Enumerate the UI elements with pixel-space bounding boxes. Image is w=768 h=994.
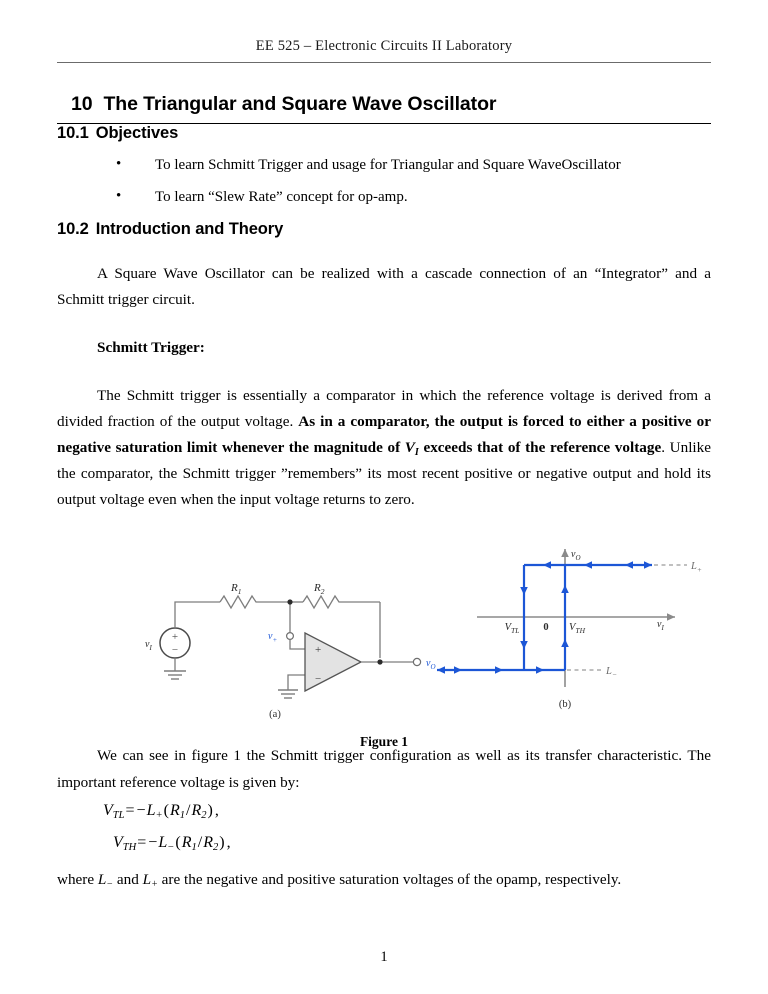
equation-block	[57, 802, 711, 854]
eq1-lhs: V	[103, 801, 113, 819]
label-resistor-r1: $R_1$	[231, 582, 242, 597]
terminal-vplus	[287, 633, 294, 640]
eq1-r2: R	[191, 801, 202, 819]
section-number-introduction: 10.2	[57, 219, 89, 238]
eq1-slash: /	[186, 801, 191, 819]
objective-text: To learn “Slew Rate” concept for op-amp.	[155, 188, 408, 205]
label-resistor-r2: $R_2$	[314, 582, 325, 597]
x-axis-arrowhead	[667, 614, 675, 622]
label-l-plus: $L_+$	[691, 561, 702, 575]
resistor-r2-symbol	[303, 596, 380, 608]
eq2-slash: /	[197, 834, 203, 852]
header-divider	[57, 62, 711, 63]
label-origin: 0	[543, 622, 549, 634]
paragraph-intro	[57, 261, 711, 313]
list-item	[116, 156, 711, 175]
eq2-r1: R	[181, 834, 192, 852]
variable-l-plus: L	[142, 870, 152, 888]
section-heading-objectives	[57, 124, 711, 143]
label-x-axis-vi: $v_I$	[657, 619, 664, 633]
wire-source-to-r1	[175, 602, 220, 627]
figure-caption: Figure 1	[359, 734, 409, 750]
chapter-title	[57, 93, 711, 124]
variable-l-minus-subscript: −	[106, 878, 114, 890]
eq2-lhs: V	[113, 834, 123, 852]
list-item	[116, 188, 711, 207]
paragraph-intro-text: A Square Wave Oscillator can be realized with a cascade connection of an “Integrator” and a Schmitt trigger circuit.	[57, 264, 711, 308]
label-vth: $V_{TH}$	[568, 622, 586, 636]
objectives-list	[57, 156, 711, 207]
eq1-equals: =	[125, 801, 135, 819]
source-plus-sign: +	[171, 631, 179, 644]
figure-sublabel-a: (a)	[269, 709, 281, 721]
running-header-text: EE 525 – Electronic Circuits II Laboratory	[255, 38, 513, 54]
chapter-number: 10	[71, 93, 93, 115]
eq1-r1-subscript: 1	[179, 809, 185, 821]
page-number: 1	[380, 949, 388, 965]
variable-l-minus: L	[97, 870, 107, 888]
eq1-r1: R	[169, 801, 180, 819]
figure-sublabel-b: (b)	[558, 699, 572, 711]
subheading-schmitt-trigger: Schmitt Trigger:	[97, 338, 205, 356]
arrow-right-bottom-1	[536, 667, 544, 675]
arrow-down-vtl-2	[520, 641, 528, 649]
wire-opamp-minus-to-ground	[288, 675, 305, 690]
eq1-minus: −	[136, 801, 146, 819]
eq1-saturation-sign: +	[155, 809, 163, 821]
paragraph-figure-reference	[57, 743, 711, 795]
arrow-right-bottom-2	[495, 667, 503, 675]
terminal-vout	[413, 659, 420, 666]
eq1-open-paren: (	[163, 801, 169, 819]
opamp-triangle	[305, 633, 361, 691]
eq2-saturation-var: L	[158, 834, 168, 852]
eq1-comma: ,	[214, 801, 219, 819]
paragraph-schmitt-description	[57, 383, 711, 514]
section-heading-introduction	[57, 220, 711, 239]
inline-variable-vi	[405, 439, 419, 456]
paragraph-bold-emphasis-1: As in a comparator, the output is forced to either a positive or negative saturation limit whenever the magnitude of	[57, 412, 711, 457]
eq1-lhs-subscript: TL	[112, 809, 125, 821]
arrow-left-top-2	[584, 562, 592, 570]
arrow-left-top-3	[625, 562, 633, 570]
y-axis-arrowhead	[561, 549, 569, 557]
bullet-icon: •	[116, 187, 122, 204]
arrow-right-top-end	[644, 562, 652, 570]
variable-v: V	[404, 439, 415, 457]
label-l-minus: $L_-$	[606, 666, 617, 680]
source-minus-sign: −	[171, 644, 179, 657]
paragraph-part-plain-2: . Unlike the comparator, the Schmitt trigger ”remembers” its most recent positive or negative output and hold its output voltage even when the input voltage returns to zero.	[57, 439, 711, 509]
arrow-left-top-1	[543, 562, 551, 570]
junction-dot-output-node	[377, 660, 382, 665]
figure-1	[57, 527, 711, 750]
arrow-right-bottom-3	[454, 667, 462, 675]
label-node-vplus: $v_+$	[268, 631, 278, 645]
paragraph-figure-text: We can see in figure 1 the Schmitt trigger configuration as well as its transfer characteristic. The important reference voltage is given by:	[57, 747, 711, 791]
junction-dot-inverting-node	[287, 600, 292, 605]
where-conjunction: and	[113, 870, 143, 888]
arrow-down-vtl-1	[520, 587, 528, 595]
variable-l-plus-subscript: +	[151, 878, 158, 890]
section-title-objectives: Objectives	[95, 124, 179, 142]
eq2-open-paren: (	[175, 834, 181, 852]
objective-text: To learn Schmitt Trigger and usage for Triangular and Square WaveOscillator	[155, 157, 621, 173]
label-y-axis-vo: $v_O$	[571, 549, 581, 563]
voltage-source-symbol	[160, 628, 190, 671]
ground-symbol-opamp	[278, 690, 298, 698]
eq2-close-paren: )	[219, 834, 225, 852]
section-number-objectives: 10.1	[57, 124, 89, 142]
label-vtl: $V_{TL}$	[504, 622, 520, 636]
arrow-up-vth-2	[561, 639, 569, 647]
resistor-r1-symbol	[220, 596, 290, 608]
ground-symbol-source	[164, 671, 186, 679]
equation-vtl	[57, 802, 711, 822]
figure-1-graphics	[57, 527, 711, 727]
arrow-left-bottom-end	[437, 667, 445, 675]
equation-vth	[57, 834, 711, 854]
eq1-close-paren: )	[207, 801, 213, 819]
label-output-voltage: $v_O$	[426, 658, 436, 672]
eq2-r2-subscript: 2	[212, 842, 219, 854]
label-source-voltage: $v_I$	[145, 639, 152, 653]
eq1-r2-subscript: 2	[201, 809, 207, 821]
eq1-saturation-var: L	[146, 801, 156, 819]
eq2-comma: ,	[226, 834, 231, 852]
running-header	[57, 0, 711, 55]
circuit-diagram-a	[175, 596, 413, 691]
section-title-introduction: Introduction and Theory	[95, 219, 284, 238]
chapter-title-text: The Triangular and Square Wave Oscillator	[103, 93, 497, 115]
eq2-r2: R	[203, 834, 213, 852]
where-prefix: where	[57, 870, 98, 888]
paragraph-where-clause	[57, 867, 711, 893]
opamp-minus-sign: −	[315, 673, 322, 686]
arrow-up-vth-1	[561, 585, 569, 593]
variable-v-subscript: I	[414, 446, 419, 458]
transfer-characteristic-b	[437, 549, 702, 710]
where-suffix: are the negative and positive saturation voltages of the opamp, respectively.	[157, 870, 622, 888]
eq2-r1-subscript: 1	[191, 842, 197, 854]
eq2-saturation-sign: −	[167, 842, 175, 854]
bullet-icon: •	[116, 156, 122, 172]
eq2-minus: −	[148, 834, 158, 852]
wire-vplus-to-opamp-in	[290, 640, 305, 649]
paragraph-bold-emphasis-2: exceeds that of the reference voltage	[418, 439, 662, 457]
eq2-lhs-subscript: TH	[122, 842, 137, 854]
eq2-equals: =	[137, 834, 147, 852]
paragraph-part-plain-1: The Schmitt trigger is essentially a comparator in which the reference voltage is derived from a divided fraction of the output voltage.	[57, 386, 711, 430]
opamp-plus-sign: +	[315, 644, 322, 657]
